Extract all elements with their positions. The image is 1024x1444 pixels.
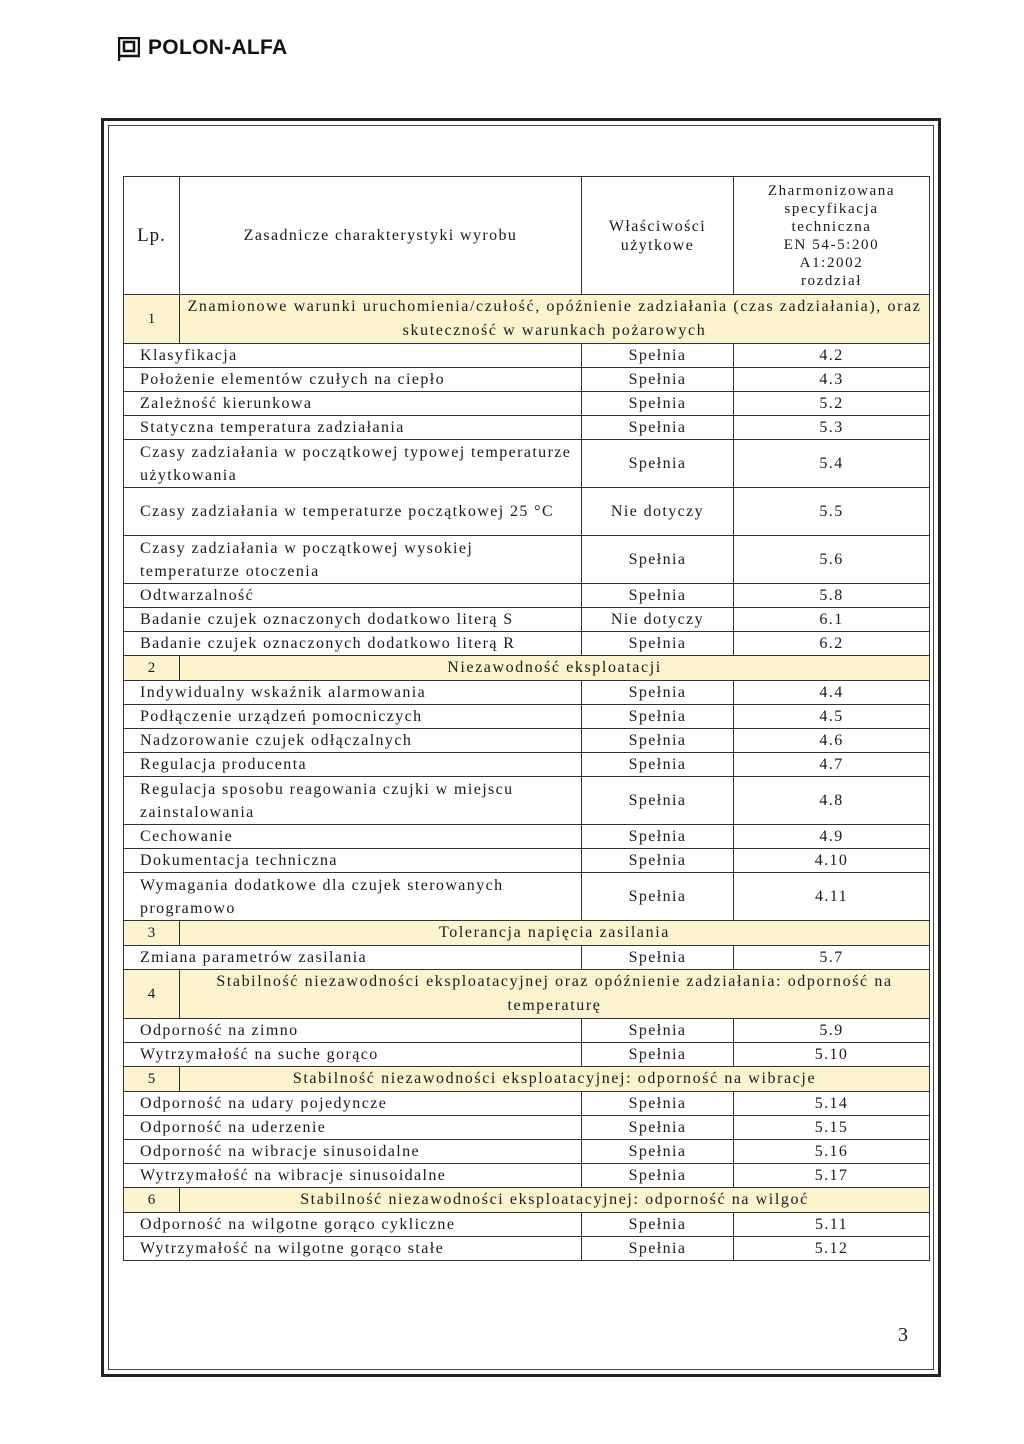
table-row	[124, 368, 930, 392]
performance-value: Spełnia	[582, 825, 734, 849]
spec-clause: 4.8	[734, 777, 930, 825]
spec-clause: 4.5	[734, 705, 930, 729]
table-row	[124, 584, 930, 608]
table-row	[124, 873, 930, 921]
performance-value: Spełnia	[582, 849, 734, 873]
table-row	[124, 1116, 930, 1140]
table-row	[124, 681, 930, 705]
spec-clause: 4.4	[734, 681, 930, 705]
performance-value: Spełnia	[582, 1237, 734, 1261]
table-row	[124, 705, 930, 729]
characteristic-name: Położenie elementów czułych na ciepło	[124, 368, 582, 392]
header-characteristics: Zasadnicze charakterystyki wyrobu	[180, 177, 582, 295]
section-row	[124, 656, 930, 681]
table-row	[124, 1140, 930, 1164]
spec-clause: 5.7	[734, 946, 930, 970]
spec-clause: 4.10	[734, 849, 930, 873]
characteristic-name: Indywidualny wskaźnik alarmowania	[124, 681, 582, 705]
spec-clause: 6.2	[734, 632, 930, 656]
characteristic-name: Wytrzymałość na wibracje sinusoidalne	[124, 1164, 582, 1188]
characteristic-name: Odporność na uderzenie	[124, 1116, 582, 1140]
spec-clause: 4.11	[734, 873, 930, 921]
company-logo	[118, 36, 288, 60]
characteristic-name: Wytrzymałość na wilgotne gorąco stałe	[124, 1237, 582, 1261]
logo-text: POLON-ALFA	[148, 36, 288, 59]
characteristic-name: Odporność na zimno	[124, 1019, 582, 1043]
table-row	[124, 632, 930, 656]
characteristic-name: Zależność kierunkowa	[124, 392, 582, 416]
performance-value: Spełnia	[582, 777, 734, 825]
characteristic-name: Zmiana parametrów zasilania	[124, 946, 582, 970]
characteristic-name: Czasy zadziałania w początkowej typowej temperaturze użytkowania	[124, 440, 582, 488]
section-title: Stabilność niezawodności eksploatacyjnej oraz opóźnienie zadziałania: odporność na temperaturę	[180, 970, 930, 1019]
performance-value: Spełnia	[582, 440, 734, 488]
section-title: Tolerancja napięcia zasilania	[180, 921, 930, 946]
header-lp: Lp.	[124, 177, 180, 295]
performance-value: Spełnia	[582, 392, 734, 416]
section-number: 2	[124, 656, 180, 681]
performance-value: Spełnia	[582, 416, 734, 440]
section-row	[124, 921, 930, 946]
characteristic-name: Nadzorowanie czujek odłączalnych	[124, 729, 582, 753]
section-title: Stabilność niezawodności eksploatacyjnej: odporność na wibracje	[180, 1067, 930, 1092]
table-row	[124, 825, 930, 849]
performance-value: Spełnia	[582, 729, 734, 753]
table-row	[124, 1019, 930, 1043]
performance-value: Spełnia	[582, 873, 734, 921]
characteristic-name: Wytrzymałość na suche gorąco	[124, 1043, 582, 1067]
performance-value: Spełnia	[582, 1116, 734, 1140]
spec-clause: 5.12	[734, 1237, 930, 1261]
header-spec-line: specyfikacja	[784, 200, 879, 217]
header-spec-line: techniczna	[791, 218, 872, 235]
performance-value: Spełnia	[582, 1019, 734, 1043]
table-row	[124, 1237, 930, 1261]
table-row	[124, 753, 930, 777]
section-number: 6	[124, 1188, 180, 1213]
characteristic-name: Badanie czujek oznaczonych dodatkowo literą R	[124, 632, 582, 656]
characteristic-name: Odtwarzalność	[124, 584, 582, 608]
characteristic-name: Klasyfikacja	[124, 344, 582, 368]
performance-value: Spełnia	[582, 536, 734, 584]
performance-value: Spełnia	[582, 1092, 734, 1116]
spec-clause: 6.1	[734, 608, 930, 632]
spec-clause: 5.8	[734, 584, 930, 608]
table-row	[124, 440, 930, 488]
characteristic-name: Czasy zadziałania w początkowej wysokiej temperaturze otoczenia	[124, 536, 582, 584]
spec-clause: 5.3	[734, 416, 930, 440]
performance-value: Spełnia	[582, 632, 734, 656]
spec-clause: 5.17	[734, 1164, 930, 1188]
section-title: Niezawodność eksploatacji	[180, 656, 930, 681]
performance-value: Nie dotyczy	[582, 608, 734, 632]
spec-clause: 5.14	[734, 1092, 930, 1116]
spec-clause: 4.9	[734, 825, 930, 849]
characteristic-name: Czasy zadziałania w temperaturze początkowej 25 °C	[124, 488, 582, 536]
characteristic-name: Badanie czujek oznaczonych dodatkowo literą S	[124, 608, 582, 632]
table-row	[124, 536, 930, 584]
section-row	[124, 1067, 930, 1092]
table-row	[124, 777, 930, 825]
polon-logo-icon	[118, 37, 140, 59]
table-row	[124, 416, 930, 440]
characteristic-name: Odporność na udary pojedyncze	[124, 1092, 582, 1116]
section-number: 4	[124, 970, 180, 1019]
spec-clause: 5.16	[734, 1140, 930, 1164]
table-row	[124, 608, 930, 632]
characteristics-table	[123, 176, 930, 1261]
header-spec-line: Zharmonizowana	[767, 182, 896, 199]
performance-value: Spełnia	[582, 946, 734, 970]
table-row	[124, 1043, 930, 1067]
section-row	[124, 295, 930, 344]
section-title: Stabilność niezawodności eksploatacyjnej: odporność na wilgoć	[180, 1188, 930, 1213]
characteristic-name: Regulacja producenta	[124, 753, 582, 777]
table-row	[124, 488, 930, 536]
spec-clause: 5.11	[734, 1213, 930, 1237]
header-specification	[734, 177, 930, 295]
table-row	[124, 1213, 930, 1237]
performance-value: Spełnia	[582, 584, 734, 608]
performance-value: Spełnia	[582, 1140, 734, 1164]
characteristic-name: Cechowanie	[124, 825, 582, 849]
performance-value: Spełnia	[582, 1213, 734, 1237]
performance-value: Spełnia	[582, 344, 734, 368]
performance-value: Spełnia	[582, 705, 734, 729]
characteristic-name: Regulacja sposobu reagowania czujki w miejscu zainstalowania	[124, 777, 582, 825]
table-row	[124, 849, 930, 873]
spec-clause: 5.10	[734, 1043, 930, 1067]
section-number: 3	[124, 921, 180, 946]
spec-clause: 4.7	[734, 753, 930, 777]
section-number: 1	[124, 295, 180, 344]
header-properties: Właściwości użytkowe	[582, 177, 734, 295]
characteristic-name: Dokumentacja techniczna	[124, 849, 582, 873]
spec-clause: 5.4	[734, 440, 930, 488]
characteristic-name: Odporność na wibracje sinusoidalne	[124, 1140, 582, 1164]
section-row	[124, 1188, 930, 1213]
spec-clause: 4.6	[734, 729, 930, 753]
characteristic-name: Podłączenie urządzeń pomocniczych	[124, 705, 582, 729]
table-row	[124, 1164, 930, 1188]
performance-value: Spełnia	[582, 681, 734, 705]
section-row	[124, 970, 930, 1019]
characteristic-name: Odporność na wilgotne gorąco cykliczne	[124, 1213, 582, 1237]
spec-clause: 5.6	[734, 536, 930, 584]
table-row	[124, 1092, 930, 1116]
performance-value: Spełnia	[582, 1043, 734, 1067]
performance-value: Spełnia	[582, 368, 734, 392]
table-row	[124, 392, 930, 416]
table-row	[124, 729, 930, 753]
section-title: Znamionowe warunki uruchomienia/czułość, opóźnienie zadziałania (czas zadziałania), oraz skuteczność w warunkach pożarowych	[180, 295, 930, 344]
characteristic-name: Statyczna temperatura zadziałania	[124, 416, 582, 440]
characteristics-table-body	[124, 177, 930, 1261]
table-header-row	[124, 177, 930, 295]
header-spec-line: A1:2002	[799, 254, 864, 271]
characteristic-name: Wymagania dodatkowe dla czujek sterowanych programowo	[124, 873, 582, 921]
spec-clause: 4.2	[734, 344, 930, 368]
spec-clause: 5.9	[734, 1019, 930, 1043]
page-number: 3	[898, 1324, 908, 1346]
header-spec-line: rozdział	[800, 272, 863, 289]
spec-clause: 5.15	[734, 1116, 930, 1140]
performance-value: Spełnia	[582, 753, 734, 777]
section-number: 5	[124, 1067, 180, 1092]
header-spec-line: EN 54-5:200	[783, 236, 880, 253]
spec-clause: 4.3	[734, 368, 930, 392]
performance-value: Nie dotyczy	[582, 488, 734, 536]
performance-value: Spełnia	[582, 1164, 734, 1188]
spec-clause: 5.2	[734, 392, 930, 416]
table-row	[124, 946, 930, 970]
table-row	[124, 344, 930, 368]
spec-clause: 5.5	[734, 488, 930, 536]
